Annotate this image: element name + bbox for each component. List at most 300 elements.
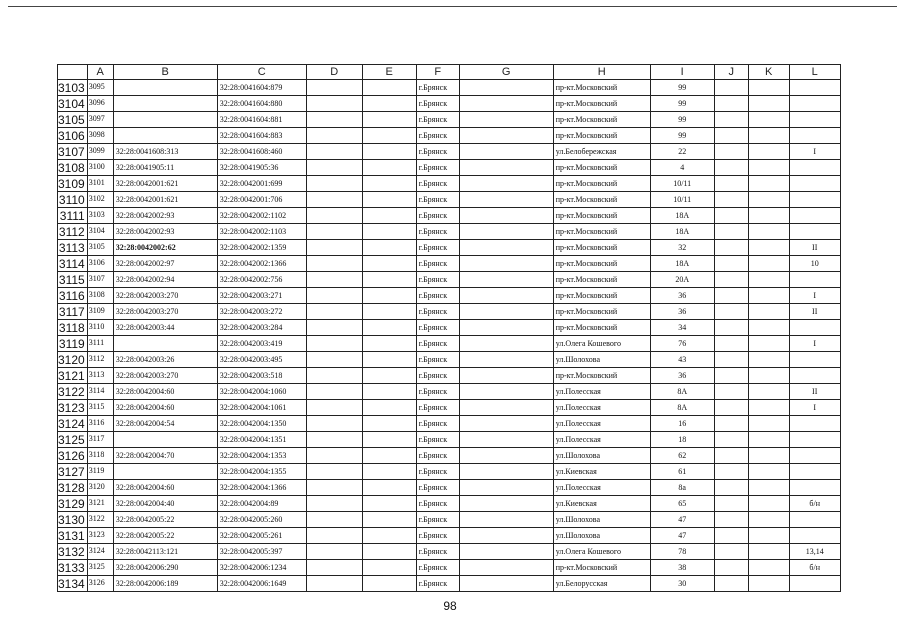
- cell-i[interactable]: 76: [650, 336, 714, 352]
- cell-h[interactable]: ул.Полесская: [553, 480, 650, 496]
- cell-h[interactable]: пр-кт.Московский: [553, 112, 650, 128]
- cell-k[interactable]: [748, 128, 789, 144]
- cell-f[interactable]: г.Брянск: [416, 448, 459, 464]
- cell-g[interactable]: [459, 240, 553, 256]
- cell-f[interactable]: г.Брянск: [416, 112, 459, 128]
- cell-i[interactable]: 47: [650, 528, 714, 544]
- cell-d[interactable]: [306, 512, 362, 528]
- cell-g[interactable]: [459, 384, 553, 400]
- cell-b[interactable]: 32:28:0041608:313: [113, 144, 217, 160]
- cell-j[interactable]: [714, 256, 748, 272]
- cell-d[interactable]: [306, 224, 362, 240]
- cell-b[interactable]: [113, 464, 217, 480]
- cell-a[interactable]: 3101: [87, 176, 113, 192]
- cell-a[interactable]: 3107: [87, 272, 113, 288]
- cell-c[interactable]: 32:28:0042006:1234: [217, 560, 306, 576]
- column-header-g[interactable]: G: [459, 65, 553, 80]
- row-number[interactable]: 3110: [58, 192, 88, 208]
- cell-g[interactable]: [459, 176, 553, 192]
- cell-j[interactable]: [714, 160, 748, 176]
- cell-i[interactable]: 47: [650, 512, 714, 528]
- cell-l[interactable]: 10: [789, 256, 840, 272]
- cell-f[interactable]: г.Брянск: [416, 176, 459, 192]
- cell-i[interactable]: 32: [650, 240, 714, 256]
- row-number[interactable]: 3122: [58, 384, 88, 400]
- cell-g[interactable]: [459, 160, 553, 176]
- row-number[interactable]: 3106: [58, 128, 88, 144]
- column-header-e[interactable]: E: [362, 65, 416, 80]
- cell-g[interactable]: [459, 192, 553, 208]
- cell-b[interactable]: 32:28:0042001:621: [113, 192, 217, 208]
- cell-l[interactable]: I: [789, 336, 840, 352]
- row-number[interactable]: 3123: [58, 400, 88, 416]
- cell-j[interactable]: [714, 176, 748, 192]
- row-number[interactable]: 3130: [58, 512, 88, 528]
- cell-h[interactable]: пр-кт.Московский: [553, 160, 650, 176]
- cell-k[interactable]: [748, 336, 789, 352]
- cell-g[interactable]: [459, 208, 553, 224]
- cell-d[interactable]: [306, 160, 362, 176]
- cell-a[interactable]: 3125: [87, 560, 113, 576]
- cell-e[interactable]: [362, 448, 416, 464]
- cell-c[interactable]: 32:28:0042002:756: [217, 272, 306, 288]
- cell-a[interactable]: 3103: [87, 208, 113, 224]
- cell-k[interactable]: [748, 400, 789, 416]
- cell-e[interactable]: [362, 96, 416, 112]
- cell-b[interactable]: [113, 128, 217, 144]
- cell-d[interactable]: [306, 240, 362, 256]
- cell-k[interactable]: [748, 512, 789, 528]
- cell-d[interactable]: [306, 528, 362, 544]
- cell-b[interactable]: 32:28:0042004:40: [113, 496, 217, 512]
- cell-l[interactable]: II: [789, 384, 840, 400]
- cell-l[interactable]: [789, 112, 840, 128]
- column-header-h[interactable]: H: [553, 65, 650, 80]
- cell-d[interactable]: [306, 336, 362, 352]
- cell-f[interactable]: г.Брянск: [416, 256, 459, 272]
- column-header-a[interactable]: A: [87, 65, 113, 80]
- cell-c[interactable]: 32:28:0042003:495: [217, 352, 306, 368]
- row-number[interactable]: 3111: [58, 208, 88, 224]
- cell-j[interactable]: [714, 352, 748, 368]
- cell-h[interactable]: пр-кт.Московский: [553, 304, 650, 320]
- cell-j[interactable]: [714, 544, 748, 560]
- cell-f[interactable]: г.Брянск: [416, 288, 459, 304]
- cell-b[interactable]: 32:28:0042002:94: [113, 272, 217, 288]
- cell-d[interactable]: [306, 320, 362, 336]
- cell-h[interactable]: ул.Киевская: [553, 464, 650, 480]
- cell-k[interactable]: [748, 416, 789, 432]
- cell-i[interactable]: 10/11: [650, 176, 714, 192]
- cell-l[interactable]: [789, 160, 840, 176]
- cell-f[interactable]: г.Брянск: [416, 160, 459, 176]
- cell-j[interactable]: [714, 272, 748, 288]
- cell-l[interactable]: 13,14: [789, 544, 840, 560]
- cell-a[interactable]: 3126: [87, 576, 113, 592]
- cell-i[interactable]: 36: [650, 304, 714, 320]
- cell-k[interactable]: [748, 288, 789, 304]
- cell-i[interactable]: 18: [650, 432, 714, 448]
- row-number[interactable]: 3107: [58, 144, 88, 160]
- cell-a[interactable]: 3105: [87, 240, 113, 256]
- cell-e[interactable]: [362, 480, 416, 496]
- cell-h[interactable]: ул.Шолохова: [553, 528, 650, 544]
- cell-e[interactable]: [362, 512, 416, 528]
- row-number[interactable]: 3129: [58, 496, 88, 512]
- cell-k[interactable]: [748, 256, 789, 272]
- cell-g[interactable]: [459, 288, 553, 304]
- cell-j[interactable]: [714, 496, 748, 512]
- cell-j[interactable]: [714, 208, 748, 224]
- cell-j[interactable]: [714, 336, 748, 352]
- cell-f[interactable]: г.Брянск: [416, 544, 459, 560]
- cell-j[interactable]: [714, 432, 748, 448]
- row-number[interactable]: 3112: [58, 224, 88, 240]
- cell-f[interactable]: г.Брянск: [416, 224, 459, 240]
- cell-l[interactable]: б/н: [789, 560, 840, 576]
- cell-d[interactable]: [306, 560, 362, 576]
- cell-a[interactable]: 3100: [87, 160, 113, 176]
- cell-l[interactable]: [789, 224, 840, 240]
- cell-g[interactable]: [459, 96, 553, 112]
- cell-f[interactable]: г.Брянск: [416, 368, 459, 384]
- row-number[interactable]: 3104: [58, 96, 88, 112]
- cell-a[interactable]: 3096: [87, 96, 113, 112]
- row-number[interactable]: 3127: [58, 464, 88, 480]
- cell-l[interactable]: II: [789, 240, 840, 256]
- cell-c[interactable]: 32:28:0042005:397: [217, 544, 306, 560]
- cell-g[interactable]: [459, 464, 553, 480]
- column-header-d[interactable]: D: [306, 65, 362, 80]
- cell-a[interactable]: 3097: [87, 112, 113, 128]
- row-number[interactable]: 3109: [58, 176, 88, 192]
- cell-k[interactable]: [748, 80, 789, 96]
- cell-f[interactable]: г.Брянск: [416, 208, 459, 224]
- cell-h[interactable]: пр-кт.Московский: [553, 256, 650, 272]
- cell-l[interactable]: [789, 208, 840, 224]
- cell-e[interactable]: [362, 528, 416, 544]
- cell-b[interactable]: 32:28:0042113:121: [113, 544, 217, 560]
- cell-i[interactable]: 8А: [650, 400, 714, 416]
- cell-c[interactable]: 32:28:0042005:261: [217, 528, 306, 544]
- cell-d[interactable]: [306, 368, 362, 384]
- cell-d[interactable]: [306, 192, 362, 208]
- cell-j[interactable]: [714, 512, 748, 528]
- row-number[interactable]: 3113: [58, 240, 88, 256]
- column-header-i[interactable]: I: [650, 65, 714, 80]
- cell-j[interactable]: [714, 144, 748, 160]
- cell-a[interactable]: 3112: [87, 352, 113, 368]
- cell-f[interactable]: г.Брянск: [416, 80, 459, 96]
- cell-d[interactable]: [306, 384, 362, 400]
- cell-d[interactable]: [306, 272, 362, 288]
- cell-k[interactable]: [748, 544, 789, 560]
- cell-c[interactable]: 32:28:0042004:1060: [217, 384, 306, 400]
- cell-f[interactable]: г.Брянск: [416, 96, 459, 112]
- cell-g[interactable]: [459, 496, 553, 512]
- cell-e[interactable]: [362, 176, 416, 192]
- row-number[interactable]: 3103: [58, 80, 88, 96]
- cell-b[interactable]: 32:28:0042005:22: [113, 528, 217, 544]
- cell-h[interactable]: пр-кт.Московский: [553, 96, 650, 112]
- cell-h[interactable]: пр-кт.Московский: [553, 208, 650, 224]
- column-header-b[interactable]: B: [113, 65, 217, 80]
- cell-k[interactable]: [748, 144, 789, 160]
- cell-f[interactable]: г.Брянск: [416, 496, 459, 512]
- cell-i[interactable]: 99: [650, 112, 714, 128]
- cell-a[interactable]: 3111: [87, 336, 113, 352]
- row-number[interactable]: 3134: [58, 576, 88, 592]
- cell-b[interactable]: 32:28:0041905:11: [113, 160, 217, 176]
- cell-k[interactable]: [748, 528, 789, 544]
- cell-l[interactable]: [789, 176, 840, 192]
- cell-a[interactable]: 3102: [87, 192, 113, 208]
- cell-c[interactable]: 32:28:0041905:36: [217, 160, 306, 176]
- row-number[interactable]: 3118: [58, 320, 88, 336]
- row-number[interactable]: 3132: [58, 544, 88, 560]
- cell-c[interactable]: 32:28:0041608:460: [217, 144, 306, 160]
- cell-k[interactable]: [748, 352, 789, 368]
- cell-h[interactable]: ул.Полесская: [553, 432, 650, 448]
- cell-c[interactable]: 32:28:0042003:419: [217, 336, 306, 352]
- cell-c[interactable]: 32:28:0042002:1366: [217, 256, 306, 272]
- cell-e[interactable]: [362, 496, 416, 512]
- cell-f[interactable]: г.Брянск: [416, 560, 459, 576]
- cell-h[interactable]: пр-кт.Московский: [553, 224, 650, 240]
- cell-j[interactable]: [714, 448, 748, 464]
- cell-j[interactable]: [714, 528, 748, 544]
- cell-c[interactable]: 32:28:0042003:284: [217, 320, 306, 336]
- row-number[interactable]: 3114: [58, 256, 88, 272]
- cell-j[interactable]: [714, 80, 748, 96]
- row-number[interactable]: 3128: [58, 480, 88, 496]
- row-number[interactable]: 3120: [58, 352, 88, 368]
- cell-a[interactable]: 3124: [87, 544, 113, 560]
- cell-k[interactable]: [748, 432, 789, 448]
- column-header-j[interactable]: J: [714, 65, 748, 80]
- cell-h[interactable]: пр-кт.Московский: [553, 80, 650, 96]
- cell-j[interactable]: [714, 400, 748, 416]
- cell-k[interactable]: [748, 96, 789, 112]
- cell-f[interactable]: г.Брянск: [416, 416, 459, 432]
- cell-b[interactable]: 32:28:0042002:93: [113, 208, 217, 224]
- cell-b[interactable]: 32:28:0042005:22: [113, 512, 217, 528]
- cell-e[interactable]: [362, 384, 416, 400]
- cell-i[interactable]: 4: [650, 160, 714, 176]
- cell-d[interactable]: [306, 576, 362, 592]
- cell-c[interactable]: 32:28:0042005:260: [217, 512, 306, 528]
- cell-j[interactable]: [714, 112, 748, 128]
- cell-f[interactable]: г.Брянск: [416, 272, 459, 288]
- cell-g[interactable]: [459, 480, 553, 496]
- cell-a[interactable]: 3122: [87, 512, 113, 528]
- cell-f[interactable]: г.Брянск: [416, 512, 459, 528]
- cell-i[interactable]: 18А: [650, 208, 714, 224]
- cell-e[interactable]: [362, 208, 416, 224]
- cell-k[interactable]: [748, 560, 789, 576]
- cell-a[interactable]: 3121: [87, 496, 113, 512]
- cell-j[interactable]: [714, 464, 748, 480]
- cell-f[interactable]: г.Брянск: [416, 576, 459, 592]
- cell-a[interactable]: 3114: [87, 384, 113, 400]
- cell-e[interactable]: [362, 464, 416, 480]
- cell-i[interactable]: 20А: [650, 272, 714, 288]
- cell-d[interactable]: [306, 304, 362, 320]
- cell-j[interactable]: [714, 240, 748, 256]
- cell-d[interactable]: [306, 80, 362, 96]
- cell-a[interactable]: 3110: [87, 320, 113, 336]
- row-number[interactable]: 3105: [58, 112, 88, 128]
- cell-b[interactable]: 32:28:0042004:60: [113, 400, 217, 416]
- cell-a[interactable]: 3109: [87, 304, 113, 320]
- cell-c[interactable]: 32:28:0042004:1350: [217, 416, 306, 432]
- cell-a[interactable]: 3104: [87, 224, 113, 240]
- cell-d[interactable]: [306, 352, 362, 368]
- cell-l[interactable]: [789, 512, 840, 528]
- cell-j[interactable]: [714, 560, 748, 576]
- cell-i[interactable]: 18А: [650, 256, 714, 272]
- cell-e[interactable]: [362, 336, 416, 352]
- cell-g[interactable]: [459, 336, 553, 352]
- cell-g[interactable]: [459, 416, 553, 432]
- cell-d[interactable]: [306, 400, 362, 416]
- row-number[interactable]: 3119: [58, 336, 88, 352]
- cell-f[interactable]: г.Брянск: [416, 336, 459, 352]
- cell-h[interactable]: ул.Белорусская: [553, 576, 650, 592]
- cell-i[interactable]: 8А: [650, 384, 714, 400]
- cell-c[interactable]: 32:28:0042004:1366: [217, 480, 306, 496]
- cell-l[interactable]: [789, 576, 840, 592]
- cell-e[interactable]: [362, 400, 416, 416]
- row-number[interactable]: 3126: [58, 448, 88, 464]
- cell-h[interactable]: ул.Шолохова: [553, 352, 650, 368]
- cell-g[interactable]: [459, 272, 553, 288]
- cell-g[interactable]: [459, 352, 553, 368]
- cell-d[interactable]: [306, 288, 362, 304]
- row-number[interactable]: 3121: [58, 368, 88, 384]
- cell-l[interactable]: II: [789, 304, 840, 320]
- cell-a[interactable]: 3120: [87, 480, 113, 496]
- cell-d[interactable]: [306, 544, 362, 560]
- cell-e[interactable]: [362, 112, 416, 128]
- cell-b[interactable]: 32:28:0042004:70: [113, 448, 217, 464]
- cell-b[interactable]: [113, 336, 217, 352]
- cell-c[interactable]: 32:28:0042003:271: [217, 288, 306, 304]
- cell-e[interactable]: [362, 368, 416, 384]
- cell-l[interactable]: [789, 192, 840, 208]
- cell-l[interactable]: [789, 432, 840, 448]
- cell-l[interactable]: [789, 528, 840, 544]
- cell-k[interactable]: [748, 448, 789, 464]
- row-number[interactable]: 3131: [58, 528, 88, 544]
- cell-h[interactable]: ул.Олега Кошевого: [553, 544, 650, 560]
- cell-k[interactable]: [748, 272, 789, 288]
- cell-c[interactable]: 32:28:0042002:1102: [217, 208, 306, 224]
- cell-h[interactable]: ул.Шолохова: [553, 512, 650, 528]
- cell-b[interactable]: 32:28:0042004:60: [113, 480, 217, 496]
- cell-d[interactable]: [306, 416, 362, 432]
- cell-g[interactable]: [459, 576, 553, 592]
- cell-f[interactable]: г.Брянск: [416, 432, 459, 448]
- cell-b[interactable]: 32:28:0042003:44: [113, 320, 217, 336]
- cell-g[interactable]: [459, 256, 553, 272]
- cell-d[interactable]: [306, 496, 362, 512]
- column-header-k[interactable]: K: [748, 65, 789, 80]
- cell-i[interactable]: 43: [650, 352, 714, 368]
- cell-d[interactable]: [306, 448, 362, 464]
- cell-g[interactable]: [459, 544, 553, 560]
- cell-l[interactable]: [789, 320, 840, 336]
- cell-k[interactable]: [748, 384, 789, 400]
- cell-j[interactable]: [714, 304, 748, 320]
- cell-b[interactable]: 32:28:0042003:270: [113, 304, 217, 320]
- cell-f[interactable]: г.Брянск: [416, 480, 459, 496]
- cell-a[interactable]: 3113: [87, 368, 113, 384]
- cell-c[interactable]: 32:28:0042004:1353: [217, 448, 306, 464]
- column-header-f[interactable]: F: [416, 65, 459, 80]
- cell-l[interactable]: I: [789, 144, 840, 160]
- cell-d[interactable]: [306, 112, 362, 128]
- cell-i[interactable]: 38: [650, 560, 714, 576]
- cell-a[interactable]: 3117: [87, 432, 113, 448]
- cell-f[interactable]: г.Брянск: [416, 384, 459, 400]
- cell-e[interactable]: [362, 128, 416, 144]
- cell-e[interactable]: [362, 560, 416, 576]
- cell-b[interactable]: 32:28:0042006:290: [113, 560, 217, 576]
- cell-i[interactable]: 16: [650, 416, 714, 432]
- cell-f[interactable]: г.Брянск: [416, 400, 459, 416]
- cell-e[interactable]: [362, 576, 416, 592]
- cell-f[interactable]: г.Брянск: [416, 240, 459, 256]
- cell-h[interactable]: ул.Полесская: [553, 384, 650, 400]
- cell-f[interactable]: г.Брянск: [416, 144, 459, 160]
- cell-c[interactable]: 32:28:0042004:1355: [217, 464, 306, 480]
- cell-g[interactable]: [459, 112, 553, 128]
- cell-l[interactable]: [789, 464, 840, 480]
- cell-e[interactable]: [362, 304, 416, 320]
- row-number[interactable]: 3115: [58, 272, 88, 288]
- cell-d[interactable]: [306, 176, 362, 192]
- cell-k[interactable]: [748, 464, 789, 480]
- cell-j[interactable]: [714, 480, 748, 496]
- cell-c[interactable]: 32:28:0041604:880: [217, 96, 306, 112]
- cell-d[interactable]: [306, 464, 362, 480]
- cell-i[interactable]: 99: [650, 80, 714, 96]
- cell-h[interactable]: пр-кт.Московский: [553, 320, 650, 336]
- cell-g[interactable]: [459, 448, 553, 464]
- cell-h[interactable]: ул.Полесская: [553, 416, 650, 432]
- cell-c[interactable]: 32:28:0042004:89: [217, 496, 306, 512]
- cell-i[interactable]: 36: [650, 368, 714, 384]
- cell-a[interactable]: 3115: [87, 400, 113, 416]
- cell-j[interactable]: [714, 128, 748, 144]
- cell-i[interactable]: 10/11: [650, 192, 714, 208]
- cell-b[interactable]: [113, 432, 217, 448]
- cell-l[interactable]: б/н: [789, 496, 840, 512]
- column-header-l[interactable]: L: [789, 65, 840, 80]
- cell-g[interactable]: [459, 128, 553, 144]
- cell-c[interactable]: 32:28:0041604:879: [217, 80, 306, 96]
- cell-i[interactable]: 30: [650, 576, 714, 592]
- cell-d[interactable]: [306, 208, 362, 224]
- cell-a[interactable]: 3095: [87, 80, 113, 96]
- cell-l[interactable]: [789, 96, 840, 112]
- cell-c[interactable]: 32:28:0041604:883: [217, 128, 306, 144]
- cell-h[interactable]: ул.Киевская: [553, 496, 650, 512]
- cell-j[interactable]: [714, 224, 748, 240]
- cell-a[interactable]: 3123: [87, 528, 113, 544]
- cell-g[interactable]: [459, 400, 553, 416]
